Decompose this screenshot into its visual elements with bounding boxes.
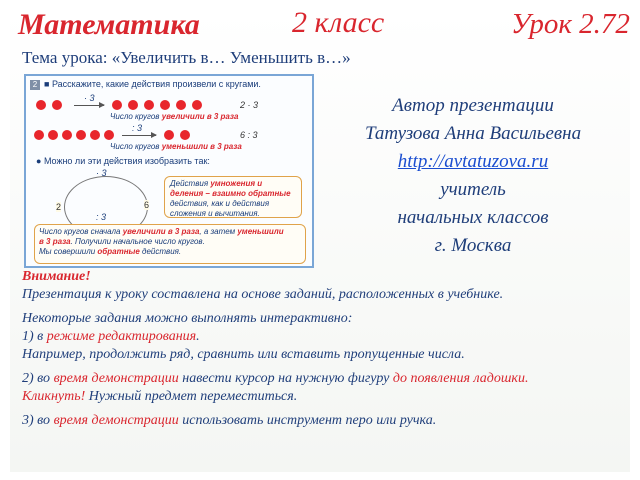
row2-operation: : 3: [132, 123, 143, 133]
row2-equation: 6 : 3: [240, 130, 258, 140]
subject-title: Математика: [18, 8, 200, 41]
author-website-link[interactable]: http://avtatuzova.ru: [397, 151, 549, 172]
circle: [112, 100, 122, 110]
author-role: учитель: [440, 179, 506, 200]
arrow-icon: [74, 105, 104, 106]
textbook-excerpt: [24, 74, 314, 268]
row2-note: Число кругов уменьшили в 3 раза: [110, 142, 242, 151]
intro-text: Презентация к уроку составлена на основе заданий, расположенных в учебнике.: [22, 287, 504, 302]
circle: [176, 100, 186, 110]
arrow-icon: [122, 135, 156, 136]
circle: [48, 130, 58, 140]
author-block: [330, 92, 616, 260]
circle: [104, 130, 114, 140]
grade-title: 2 класс: [292, 6, 385, 39]
row1-note: Число кругов увеличили в 3 раза: [110, 112, 239, 121]
conclusion-box: Число кругов сначала увеличили в 3 раза, а затем уменьшили в 3 раза. Получили начальное число кругов. Мы совершили обратные действия.: [34, 224, 306, 264]
circle: [36, 100, 46, 110]
loop-right-number: 6: [144, 200, 150, 210]
rule-box: Действия умножения и деления – взаимно обратные действия, как и действия сложения и вычитания.: [164, 176, 302, 218]
circle: [76, 130, 86, 140]
loop-bottom-op: : 3: [96, 212, 107, 222]
instructions: [22, 268, 622, 430]
circle: [192, 100, 202, 110]
circle: [90, 130, 100, 140]
interactive-text: Некоторые задания можно выполнять интерактивно:: [22, 311, 353, 326]
circle: [52, 100, 62, 110]
author-role-2: начальных классов: [397, 207, 549, 228]
circle: [160, 100, 170, 110]
circle: [34, 130, 44, 140]
circle: [62, 130, 72, 140]
circle: [164, 130, 174, 140]
row1-operation: · 3: [84, 93, 95, 103]
circle: [128, 100, 138, 110]
task-question: ■ Расскажите, какие действия произвели с кругами.: [44, 79, 261, 89]
task-question-2: ● Можно ли эти действия изобразить так:: [36, 156, 210, 166]
item-1: 1) в режиме редактирования.: [22, 329, 200, 344]
item-3: 3) во время демонстрации использовать инструмент перо или ручка.: [22, 413, 437, 428]
circle: [144, 100, 154, 110]
lesson-number: Урок 2.72: [511, 8, 630, 40]
author-name: Татузова Анна Васильевна: [364, 123, 582, 144]
author-city: г. Москва: [434, 235, 512, 256]
click-text: Кликнуть! Нужный предмет переместиться.: [22, 389, 298, 404]
item-2: 2) во время демонстрации навести курсор на нужную фигуру до появления ладошки.: [22, 371, 529, 386]
circle: [180, 130, 190, 140]
lesson-topic: Тема урока: «Увеличить в… Уменьшить в…»: [22, 48, 351, 67]
example-text: Например, продолжить ряд, сравнить или вставить пропущенные числа.: [22, 347, 465, 362]
loop-left-number: 2: [56, 202, 62, 212]
loop-top-op: · 3: [96, 168, 107, 178]
attention-label: Внимание!: [22, 269, 91, 284]
task-number: 2: [30, 80, 40, 90]
author-title: Автор презентации: [392, 95, 554, 116]
row1-equation: 2 · 3: [240, 100, 259, 110]
